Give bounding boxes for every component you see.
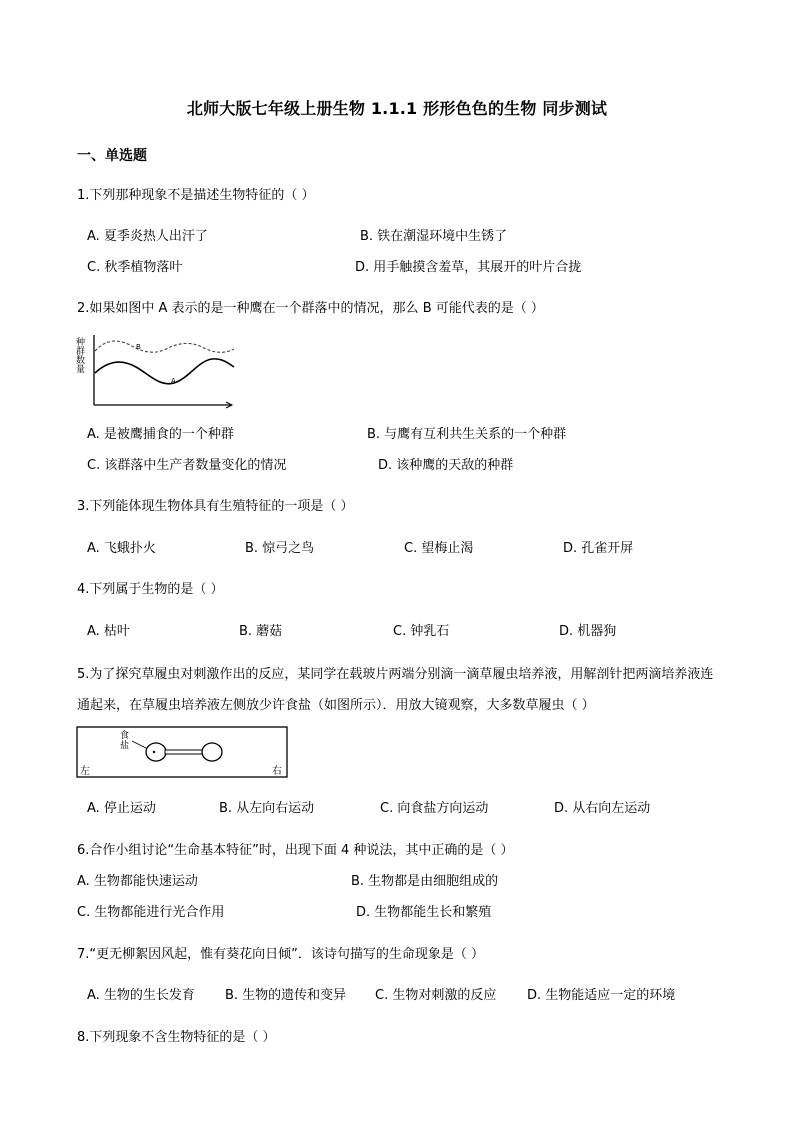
q6-option-b[interactable]: B. 生物都是由细胞组成的 [351, 874, 499, 889]
q2-option-a[interactable]: A. 是被鹰捕食的一个种群 [87, 427, 234, 442]
q4-option-c[interactable]: C. 钟乳石 [393, 624, 450, 639]
right-drop [202, 743, 222, 761]
q4-option-b[interactable]: B. 蘑菇 [239, 624, 283, 639]
question-8-stem: 8.下列现象不含生物特征的是（ ） [77, 1030, 276, 1045]
left-label: 左 [80, 766, 90, 777]
question-4-stem: 4.下列属于生物的是（ ） [77, 582, 224, 597]
figure-y-label-2: 群 [76, 347, 86, 357]
question-5-stem: 5.为了探究草履虫对刺激作出的反应，某同学在载玻片两端分别滴一滴草履虫培养液，用解剖针把两滴培养液连通起来，在草履虫培养液左侧放少许食盐（如图所示）．用放大镜观察，大多数草履虫（ ） [77, 667, 714, 713]
q5-option-b[interactable]: B. 从左向右运动 [219, 801, 315, 816]
population-curve-figure [74, 331, 240, 411]
q5-option-a[interactable]: A. 停止运动 [87, 801, 156, 816]
question-7-stem: 7.“更无柳絮因风起，惟有葵花向日倾”．该诗句描写的生命现象是（ ） [77, 947, 485, 962]
q3-option-a[interactable]: A. 飞蛾扑火 [87, 541, 156, 556]
q2-option-c[interactable]: C. 该群落中生产者数量变化的情况 [87, 458, 287, 473]
q5-option-d[interactable]: D. 从右向左运动 [554, 801, 651, 816]
q1-option-d[interactable]: D. 用手触摸含羞草，其展开的叶片合拢 [355, 260, 582, 275]
q1-option-c[interactable]: C. 秋季植物落叶 [87, 260, 183, 275]
q6-option-d[interactable]: D. 生物都能生长和繁殖 [356, 905, 492, 920]
salt-label-2: 盐 [120, 741, 130, 751]
q3-option-d[interactable]: D. 孔雀开屏 [563, 541, 634, 556]
right-label: 右 [272, 766, 282, 777]
q7-option-d[interactable]: D. 生物能适应一定的环境 [527, 988, 676, 1003]
document-title: 北师大版七年级上册生物 1.1.1 形形色色的生物 同步测试 [186, 99, 608, 118]
section-heading: 一、单选题 [77, 148, 147, 164]
q4-option-d[interactable]: D. 机器狗 [559, 624, 617, 639]
q2-option-d[interactable]: D. 该种鹰的天敌的种群 [378, 458, 514, 473]
salt-dot [153, 751, 155, 753]
curve-b-label: B [136, 343, 141, 351]
q3-option-c[interactable]: C. 望梅止渴 [404, 541, 474, 556]
salt-label-1: 食 [120, 731, 130, 741]
left-drop [146, 743, 166, 761]
question-6-stem: 6.合作小组讨论“生命基本特征”时，出现下面 4 种说法，其中正确的是（ ） [77, 843, 514, 858]
curve-a-label: A [171, 377, 176, 385]
paramecium-slide-figure [76, 726, 288, 778]
connecting-channel [165, 750, 203, 754]
question-1-stem: 1.下列那种现象不是描述生物特征的（ ） [77, 188, 315, 203]
q3-option-b[interactable]: B. 惊弓之鸟 [245, 541, 315, 556]
question-3-stem: 3.下列能体现生物体具有生殖特征的一项是（ ） [77, 499, 354, 514]
q7-option-a[interactable]: A. 生物的生长发育 [87, 988, 195, 1003]
curve-b [95, 341, 234, 352]
q5-option-c[interactable]: C. 向食盐方向运动 [380, 801, 489, 816]
q7-option-c[interactable]: C. 生物对刺激的反应 [375, 988, 497, 1003]
figure-y-label-1: 种 [76, 338, 86, 348]
q7-option-b[interactable]: B. 生物的遗传和变异 [225, 988, 347, 1003]
question-2-stem: 2.如果如图中 A 表示的是一种鹰在一个群落中的情况，那么 B 可能代表的是（ ） [77, 301, 544, 316]
q4-option-a[interactable]: A. 枯叶 [87, 624, 130, 639]
q2-option-b[interactable]: B. 与鹰有互利共生关系的一个种群 [367, 427, 567, 442]
figure-y-label-4: 量 [76, 365, 86, 375]
q6-option-c[interactable]: C. 生物都能进行光合作用 [77, 905, 225, 920]
figure-y-label-3: 数 [76, 356, 86, 366]
q1-option-a[interactable]: A. 夏季炎热人出汗了 [87, 229, 208, 244]
q1-option-b[interactable]: B. 铁在潮湿环境中生锈了 [360, 229, 508, 244]
curve-a [95, 359, 234, 384]
q6-option-a[interactable]: A. 生物都能快速运动 [77, 874, 198, 889]
